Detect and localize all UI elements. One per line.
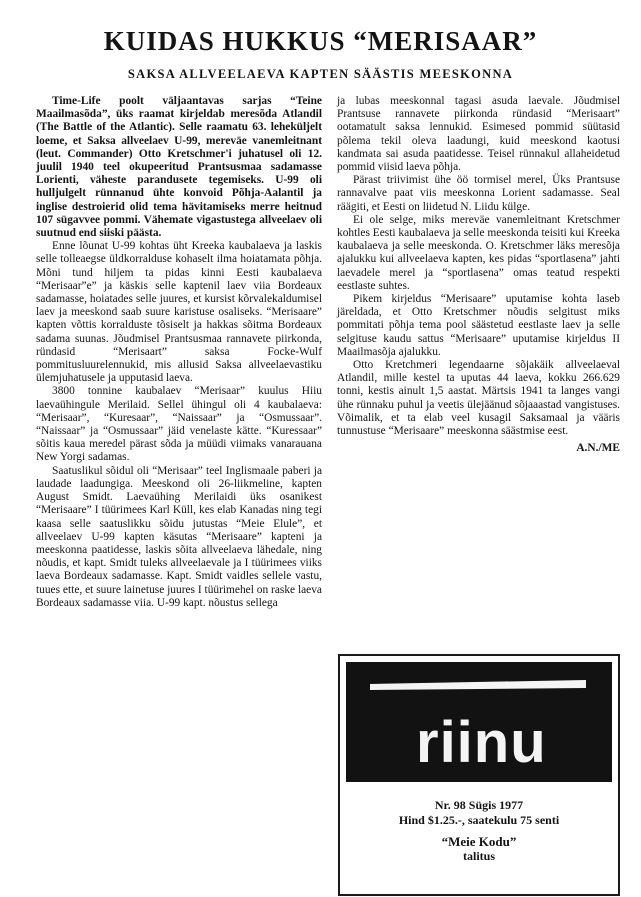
price-text: Hind $1.25.-, saatekulu 75 senti [398, 813, 560, 827]
publisher-name: “Meie Kodu” [441, 834, 517, 849]
article-paragraph: Saatuslikul sõidul oli “Merisaar” teel Inglismaale paberi ja laudade laadungiga. Meeskond oli 26-liikmeline, kapten August Smidt. Laevaühing Merilaidi üks osanikest “Merisaare” I tüürimees Karl Küll, kes elab Kanadas ning tegi kaasa selle saatuslikku sõidu jutustas “Meie Elule”, et allveelaev U-99 kapten käsutas “Merisaare” kapteni ja meeskonna paatidesse, laskis sõita allveelaeva lähedale, ning nõudis, et kapt. Smidt tuleks allveelaevale ja I tüürimees viiks laeva Bordeaux sadamasse. Kapt. Smidt vaidles sellele vastu, tuues ette, et suure lainetuse juures I tüürimehel on raske laeva Bordeaux sadamasse viia. U-99 kapt. nõustus sellega [36, 464, 322, 609]
article-paragraph: Pärast triivimist ühe öö tormisel merel, Üks Prantsuse rannavalve paat viis meeskonna Lorient sadamasse. Seal räägiti, et Eesti on liidetud N. Liidu külge. [337, 174, 620, 213]
issue-number: Nr. 98 Sügis 1977 [434, 798, 524, 812]
article-paragraph: Enne lõunat U-99 kohtas üht Kreeka kaubalaeva ja laskis selle tolleaegse üldkorralduse kohaselt ilma hoiatamata põhja. Mõni tund hiljem ta pidas kinni Eesti kaubalaeva “Merisaar”e” ja käskis selle kaptenil laev viia Bordeaux sadamasse, hoiatades selle juures, et kursist kõrvalekaldumisel laev ja meeskond saab suure karistuse osaliseks. “Merisaare” kapten võttis korralduste tõsiselt ja hakkas sõitma Bordeaux sadama suunas. Jõudmisel Prantsusmaa rannavete piirkonda, ründasid “Merisaart” saksa Focke-Wulf pommitusluurelennukid, mis allusid Saksa allveelaevastiku ülemjuhatusele ja upputasid laeva. [36, 240, 322, 385]
article-subheadline: SAKSA ALLVEELAEVA KAPTEN SÄÄSTIS MEESKONNA [127, 67, 514, 81]
article-column-left [36, 95, 322, 895]
article-headline: KUIDAS HUKKUS “MERISAAR” [103, 26, 538, 56]
article-paragraph: ja lubas meeskonnal tagasi asuda laevale. Jõudmisel Prantsuse rannavete piirkonda ründasid “Merisaart” ootamatult saksa lennukid. Esimesed pommid süütasid põlema tekil oleva laadungi, kuid meeskond kaotusi kandmata sai asuda paatidesse. Teisel rünnakul allaheidetud pommid viisid laeva põhja. [337, 95, 620, 174]
magazine-logo [346, 662, 612, 782]
logo-top-bar [370, 680, 586, 690]
article-paragraph: Otto Kretchmeri legendaarne sõjakäik allveelaeval Atlandil, mille kestel ta uputas 44 laeva, kokku 266.629 tonni, kestis ainult 1,5 aastat. Märtsis 1941 ta langes vangi ühe rünnaku puhul ja veetis ülejäänud sõjaaastad vangistuses. Võimalik, et ta elab veel kusagil Saksamaal ja vääris tunnustuse “Merisaare” meeskonna säästmise eest. [337, 359, 620, 438]
article-signature: A.N./ME [576, 442, 620, 455]
article-paragraph: Ei ole selge, miks mereväe vanemleitnant Kretschmer kohtles Eesti kaubalaeva ja selle meeskonda teisiti kui Kreeka kaubalaeva ja selle meeskonda. O. Kretschmer läks meresõja ajalukku kui allveelaeva kapten, kes pidas “sportlasena” jahti laevadele merel ja “sportlasena” omas teatud respekti eestlaste suhtes. [337, 213, 620, 292]
article-paragraph: 3800 tonnine kaubalaev “Merisaar” kuulus Hiiu laevaühingule Merilaid. Sellel ühingul oli 4 kaubalaeva: “Merisaar”, “Kuresaar”, “Naissaar” ja “Osmussaar”. “Naissaar” ja “Osmussaar” jäid venelaste kätte. “Kuressaar” sõitis kaua meredel pärast sõda ja müüdi viimaks vanarauana New Yorgi sadamas. [36, 385, 322, 464]
article-paragraph: Time-Life poolt väljaantavas sarjas “Teine Maailmasõda”, üks raamat kirjeldab meresõda Atlandil (The Battle of the Atlantic). Selle raamatu 63. leheküljelt loeme, et Saksa allveelaev U-99, mereväe vanemleitnant (leut. Commander) Otto Kretschmer'i juhatusel oli 12. juulil 1940 teel okupeeritud Prantsusmaa sadamasse Lorienti, väheste parandusete tegemiseks. U-99 oli hulljulgelt rünnanud ühte konvoid Põhja-Aalantil ja inglise destroierid olid tema hävitamiseks merre heitnud 107 sügavvee pommi. Vähemate vigastustega allveelaev oli suutnud end siiski päästa. [36, 95, 322, 240]
advert-details [340, 798, 618, 864]
logo-wordmark: riinu [416, 710, 547, 775]
publisher-suffix: talitus [462, 849, 495, 863]
logo-artwork [346, 662, 612, 782]
magazine-advert [338, 654, 620, 896]
article-paragraph: Pikem kirjeldus “Merisaare” uputamise kohta laseb järeldada, et Otto Kretschmer nõudis selgitust miks pommitati põhja tema pool säästetud eestlaste laev ja selle selgituse kaudu sattus “Merisaare” uputamise kirjeldus II Maailmasõja ajalukku. [337, 293, 620, 358]
article-column-right [337, 95, 620, 455]
